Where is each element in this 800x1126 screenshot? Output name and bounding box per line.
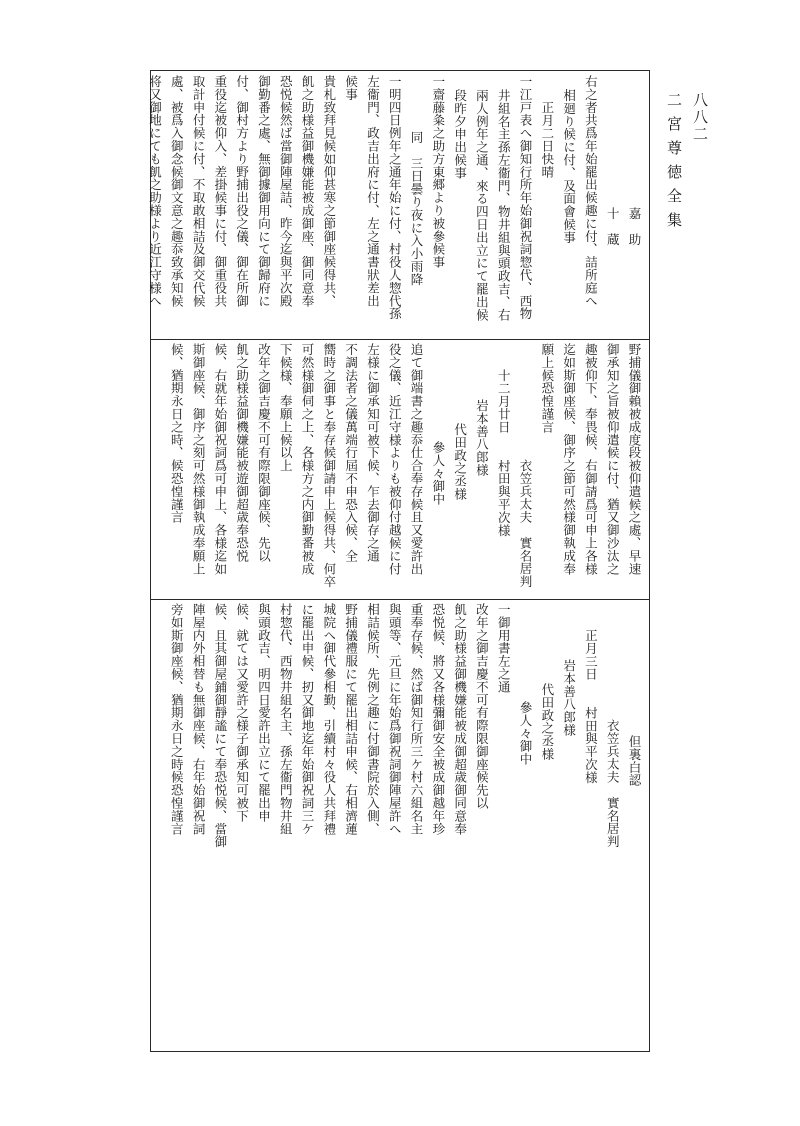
vertical-text-block	[155, 603, 645, 1047]
text-line: 飢之助様益御機嫌能被成御座、御同意奉	[300, 75, 316, 308]
text-line: 斯御座候、御序之刻可然様御執成奉願上	[191, 343, 207, 576]
text-line: 代田政之丞様	[539, 683, 555, 761]
text-line: 迄如斯御座候、御序之節可然様御執成奉	[561, 343, 577, 576]
text-line: 衣笠兵太夫 實名居判	[605, 719, 621, 848]
text-line: 嚮時之御事と奉存候御請申上候得共、何卒	[321, 343, 337, 589]
text-line: 兩人例年之通、來る四日出立にて罷出候	[474, 89, 490, 322]
text-frame	[147, 70, 650, 1052]
text-line: 參人々御中	[430, 441, 446, 506]
text-line: 野捕儀禮服にて罷出相詰申候、右相濟蓮	[343, 603, 359, 836]
text-line: 嘉 助	[627, 207, 642, 246]
text-line: 重役迄被仰入、差掛候事に付、御重役共	[212, 75, 228, 308]
text-line: 同 三日曇り夜に入小雨降	[409, 131, 425, 286]
text-line: 取計申付候に付、不取敢相詰及御交代候	[191, 75, 207, 308]
text-line: 段昨夕申出候事	[452, 89, 468, 180]
text-line: 衣笠兵太夫 實名居判	[518, 459, 534, 588]
text-line: 正月二日快晴	[539, 101, 555, 179]
text-line: 候事	[343, 75, 359, 101]
text-line: 役之儀、近江守様よりも被仰付越候に付	[387, 343, 403, 576]
text-line: 野捕儀御賴被成度段被仰遣候之處、早速	[627, 343, 642, 576]
vertical-text-block	[155, 343, 645, 595]
text-line: 重奉存候、然ば御知行所三ケ村六組名主	[409, 603, 425, 836]
text-line: 參人々御中	[518, 701, 534, 766]
text-line: 右之者共爲年始罷出候趣に付、詰所庭へ	[583, 75, 599, 308]
section-divider	[151, 339, 649, 340]
text-line: 恐悦候、將又各様彌御安全被成御越年珍	[430, 603, 446, 836]
text-line: 飢之助様益御機嫌能被遊御超歳奉恐悦	[234, 343, 250, 563]
text-line: 恐悦候然ば當御陣屋詰、昨今迄與平次殿	[278, 75, 294, 308]
text-line: 與頭等、元旦に年始爲御祝詞御陣屋許へ	[387, 603, 403, 836]
text-line: 與頭政吉、明四日愛許出立にて罷出申	[256, 603, 272, 823]
text-line: 一江戸表へ御知行所年始御祝詞惣代、西物	[518, 75, 534, 321]
text-line: 下候様、奉願上候以上	[278, 343, 294, 472]
text-section-top	[147, 75, 645, 335]
text-line: 候、且其御屋鋪御靜謐にて奉恐悦候、當御	[212, 603, 228, 849]
text-line: 将又御地にても飢之助様より近江守様へ	[147, 75, 163, 308]
text-line: 飢之助様益御機嫌能被成御超歳御同意奉	[452, 603, 468, 836]
text-line: 十二月廿日 村田與平次様	[496, 369, 512, 537]
text-line: 村惣代、西物井組名主、孫左衞門物井組	[278, 603, 294, 836]
text-line: 代田政之丞様	[452, 423, 468, 501]
text-line: 御承知之旨被仰遣候に付、猶又御沙汰之	[605, 343, 621, 576]
text-section-bottom	[155, 603, 645, 1047]
text-line: 追て御端書之趣忝仕合奉存候且又愛許出	[409, 343, 425, 576]
text-line: 岩本善八郎様	[561, 659, 577, 737]
text-line: 趣被仰下、奉畏候、右御請爲可申上各様	[583, 343, 599, 576]
text-line: 候、猶期永日之時、候恐惶謹言	[169, 343, 185, 524]
text-line: 陣屋内外相替も無御座候、右年始御祝詞	[191, 603, 207, 836]
text-line: 候、就ては又愛許之様子御承知可被下	[234, 603, 250, 823]
section-divider	[151, 599, 649, 600]
text-line: 願上候恐惶謹言	[539, 343, 555, 434]
text-line: 左衞門、政吉出府に付、左之通書狀差出	[365, 75, 381, 308]
text-line: 處、被爲入御念候御文意之趣忝致承知候	[169, 75, 185, 308]
text-line: 候、右就年始御祝詞爲可申上、各様迄如	[212, 343, 228, 576]
text-line: 付、御村方より野捕出役之儀、御在所御	[234, 75, 250, 308]
text-line: 一齋藤粂之助方東郷より被參候事	[430, 75, 446, 269]
text-section-middle	[155, 343, 645, 595]
text-line: 貴札致拜見候如仰甚寒之節御座候得共、	[321, 75, 337, 308]
text-line: 左様に御承知可被下候、乍去御存之通	[365, 343, 381, 563]
text-line: 相廻り候に付、及面會候事	[561, 89, 577, 244]
text-line: 城院へ御代參相勤、引續村々役人共拜禮	[321, 603, 337, 836]
text-line: 正月三日 村田與平次様	[583, 629, 599, 784]
text-line: 一御用書左之通	[496, 603, 512, 694]
vertical-text-block	[147, 75, 645, 335]
text-line: 改年之御吉慶不可有際限御座候、先以	[256, 343, 272, 563]
text-line: 但裏白認	[627, 735, 642, 787]
text-line: 可然様御伺之上、各様方之内御勤番被成	[300, 343, 316, 576]
text-line: 旁如斯御座候、猶期永日之時候恐惶謹言	[169, 603, 185, 836]
page-number: 八八二	[691, 92, 709, 143]
text-line: 岩本善八郎様	[474, 399, 490, 477]
text-line: に罷出申候、扨又御地迄年始御祝詞三ケ	[300, 603, 316, 836]
text-line: 改年之御吉慶不可有際限御座候先以	[474, 603, 490, 810]
running-title: 二宮尊徳全集	[665, 92, 683, 236]
text-line: 一明四日例年之通年始に付、村役人惣代孫	[387, 75, 403, 321]
text-line: 十 蔵	[605, 207, 621, 246]
text-line: 井組名主孫左衞門、物井組與頭政吉、右	[496, 89, 512, 322]
text-line: 不調法者之儀萬端行屆不申恐入候、全	[343, 343, 359, 563]
text-line: 相詰候所、先例之趣に付御書院於入側、	[365, 603, 381, 836]
text-line: 御勤番之處、無御據御用向にて御歸府に	[256, 75, 272, 308]
